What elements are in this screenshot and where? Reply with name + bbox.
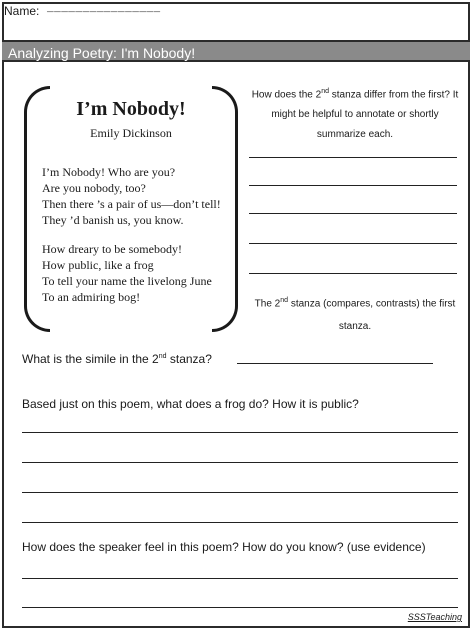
speaker-question: How does the speaker feel in this poem? How do you know? (use evidence) [22, 540, 426, 554]
answer-line[interactable] [22, 607, 458, 608]
poem-line: They ’d banish us, you know. [42, 213, 184, 227]
worksheet-title: Analyzing Poetry: I'm Nobody! [2, 40, 470, 62]
frog-question: Based just on this poem, what does a frog do? How it is public? [22, 397, 359, 411]
poem-line: Are you nobody, too? [42, 181, 146, 195]
simile-question: What is the simile in the 2nd stanza? [22, 352, 212, 366]
poem-line: How dreary to be somebody! [42, 242, 182, 256]
name-blank: ________________ [47, 3, 161, 15]
stanza-difference-question: How does the 2nd stanza differ from the first? It might be helpful to annotate or shortly summarize each. [251, 88, 459, 141]
poem-line: To an admiring bog! [42, 290, 141, 304]
answer-line[interactable] [249, 273, 457, 274]
brand-logo: SSSTeaching [407, 612, 462, 622]
answer-line[interactable] [237, 363, 433, 364]
stanza-1 [42, 164, 221, 228]
answer-line[interactable] [249, 185, 457, 186]
stanza-compare-prompt: The 2nd stanza (compares, contrasts) the first stanza. [254, 297, 456, 333]
answer-line[interactable] [22, 492, 458, 493]
poem-line: I’m Nobody! Who are you? [42, 165, 176, 179]
name-label: Name: [4, 4, 40, 18]
answer-line[interactable] [22, 462, 458, 463]
poem-line: Then there ’s a pair of us—don’t tell! [42, 197, 221, 211]
answer-line[interactable] [249, 243, 457, 244]
answer-line[interactable] [22, 578, 458, 579]
answer-line[interactable] [22, 432, 458, 433]
poem-author: Emily Dickinson [90, 126, 172, 140]
answer-line[interactable] [249, 157, 457, 158]
poem-title: I’m Nobody! [76, 98, 186, 120]
stanza-2 [42, 241, 212, 305]
answer-line[interactable] [249, 213, 457, 214]
poem-line: To tell your name the livelong June [42, 274, 212, 288]
poem-line: How public, like a frog [42, 258, 154, 272]
poem-box [24, 86, 238, 332]
answer-line[interactable] [22, 522, 458, 523]
